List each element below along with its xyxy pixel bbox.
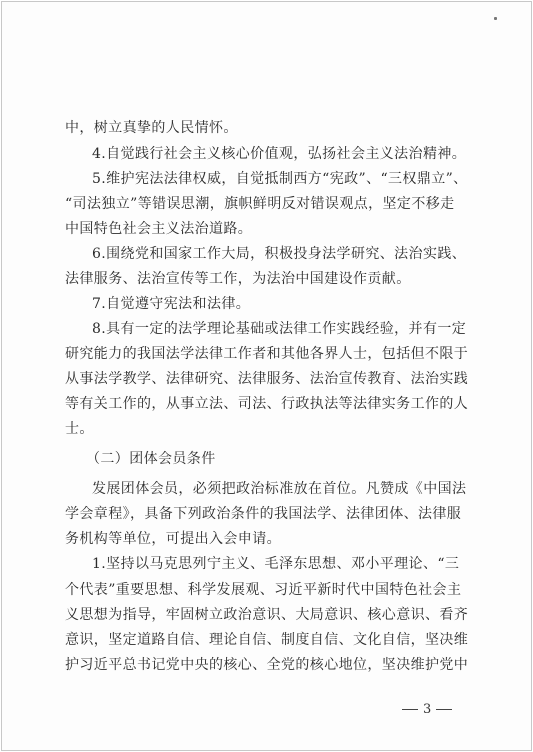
section-heading: （二）团体会员条件	[86, 451, 216, 467]
text-line: 义思想为指导，牢固树立政治意识、大局意识、核心意识、看齐	[65, 607, 469, 623]
scan-mark	[494, 17, 497, 20]
text-line: 务机构等单位，可提出入会申请。	[65, 531, 281, 547]
text-line: 8.具有一定的法学理论基础或法律工作实践经验，并有一定	[92, 321, 467, 337]
text-line: 个代表”重要思想、科学发展观、习近平新时代中国特色社会主	[65, 582, 462, 598]
text-line: 7.自觉遵守宪法和法律。	[92, 296, 251, 312]
text-line: 等有关工作的，从事立法、司法、行政执法等法律实务工作的人	[65, 396, 469, 412]
text-line: 4.自觉践行社会主义核心价值观，弘扬社会主义法治精神。	[92, 146, 467, 162]
text-line: 研究能力的我国法学法律工作者和其他各界人士，包括但不限于	[65, 346, 469, 362]
text-line: 发展团体会员，必须把政治标准放在首位。凡赞成《中国法	[92, 481, 467, 497]
footer-dash-right	[436, 709, 452, 710]
footer-dash-left	[402, 709, 418, 710]
document-page	[1, 1, 532, 751]
page-number: 3	[423, 701, 432, 717]
text-line: 中，树立真挚的人民情怀。	[65, 120, 238, 136]
text-line: 5.维护宪法法律权威，自觉抵制西方“宪政”、“三权鼎立”、	[92, 171, 468, 187]
text-line: 意识，坚定道路自信、理论自信、制度自信、文化自信，坚决维	[65, 632, 469, 648]
text-line: 1.坚持以马克思列宁主义、毛泽东思想、邓小平理论、“三	[92, 556, 460, 572]
text-line: 6.围绕党和国家工作大局，积极投身法学研究、法治实践、	[92, 246, 467, 262]
text-line: 法律服务、法治宣传等工作，为法治中国建设作贡献。	[65, 271, 411, 287]
text-line: “司法独立”等错误思潮，旗帜鲜明反对错误观点，坚定不移走	[65, 196, 455, 212]
page-footer	[402, 699, 472, 719]
text-line: 士。	[65, 421, 94, 437]
text-line: 中国特色社会主义法治道路。	[65, 221, 253, 237]
text-line: 学会章程》，具备下列政治条件的我国法学、法律团体、法律服	[65, 506, 462, 522]
text-line: 护习近平总书记党中央的核心、全党的核心地位，坚决维护党中	[65, 657, 469, 673]
text-line: 从事法学教学、法律研究、法律服务、法治宣传教育、法治实践	[65, 371, 469, 387]
